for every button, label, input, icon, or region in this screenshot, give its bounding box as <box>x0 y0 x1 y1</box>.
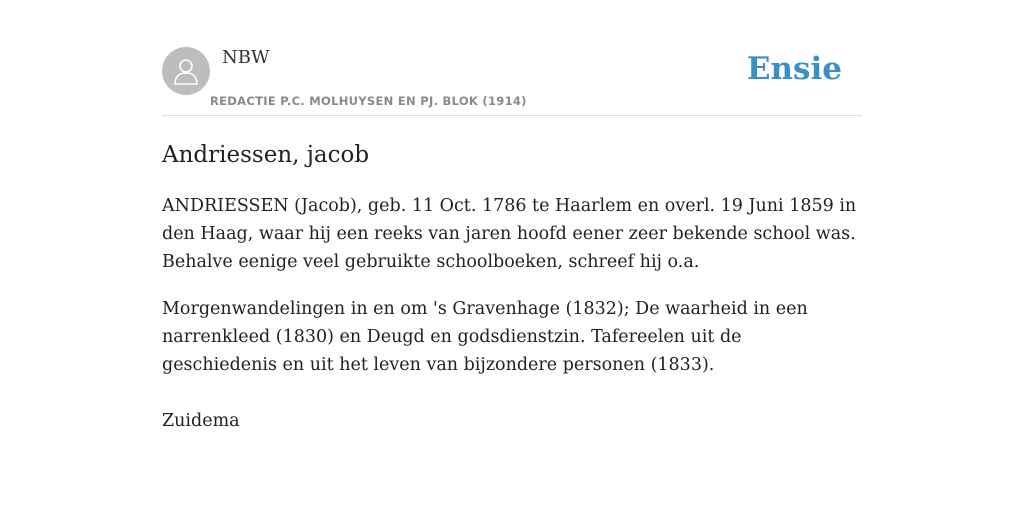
source-avatar[interactable] <box>162 47 210 95</box>
article-page <box>162 0 862 431</box>
source-name[interactable]: NBW <box>222 47 270 68</box>
brand-logo[interactable]: Ensie <box>746 51 842 87</box>
source-subtitle: REDACTIE P.C. MOLHUYSEN EN PJ. BLOK (1914) <box>210 94 527 108</box>
user-icon <box>173 57 199 85</box>
article-title: Andriessen, jacob <box>162 142 370 168</box>
article-paragraph: ANDRIESSEN (Jacob), geb. 11 Oct. 1786 te Haarlem en overl. 19 Juni 1859 in den Haag, waar hij een reeks van jaren hoofd eener zeer bekende school was. Behalve eenige veel gebruikte schoolboeken, schreef hij o.a. <box>162 196 857 272</box>
source-header <box>162 0 862 116</box>
article-author: Zuidema <box>162 411 240 431</box>
article-paragraph: Morgenwandelingen in en om 's Gravenhage (1832); De waarheid in een narrenkleed (1830) en Deugd en godsdienstzin. Tafereelen uit de geschiedenis en uit het leven van bijzondere personen (1833). <box>162 299 808 375</box>
